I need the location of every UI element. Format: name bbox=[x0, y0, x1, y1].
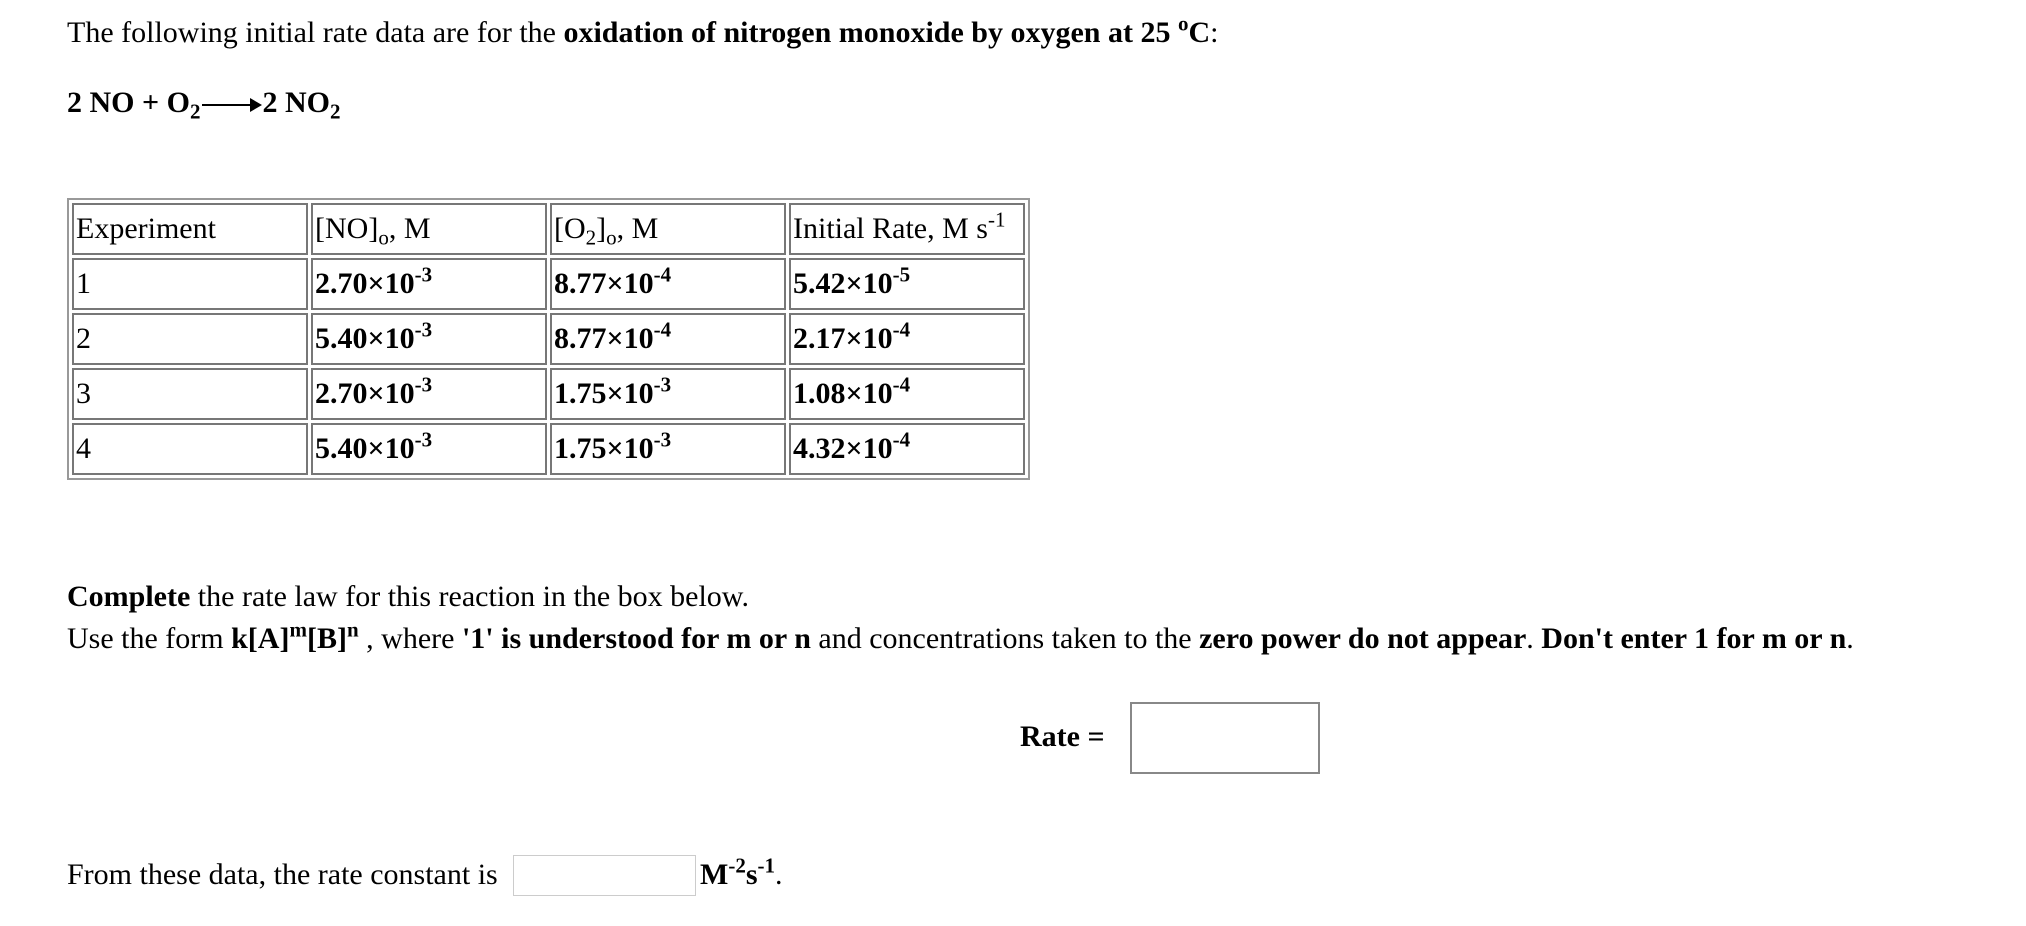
cell-o2: $1.75\times 10^{-3}$ bbox=[550, 423, 786, 475]
table-row bbox=[72, 313, 1025, 365]
rate-constant-input[interactable] bbox=[513, 855, 696, 896]
cell-rate: $4.32\times 10^{-4}$ bbox=[789, 423, 1025, 475]
table-header-row bbox=[72, 203, 1025, 255]
cell-o2: $1.75\times 10^{-3}$ bbox=[550, 368, 786, 420]
reaction-equation bbox=[67, 86, 341, 124]
cell-o2: $8.77\times 10^{-4}$ bbox=[550, 258, 786, 310]
header-experiment: Experiment bbox=[72, 203, 308, 255]
cell-experiment: 1 bbox=[72, 258, 308, 310]
cell-rate: $1.08\times 10^{-4}$ bbox=[789, 368, 1025, 420]
o2-subscript: 2 bbox=[189, 99, 201, 124]
header-o2-concentration: $[O_2]_o$, M bbox=[550, 203, 786, 255]
cell-rate: $2.17\times 10^{-4}$ bbox=[789, 313, 1025, 365]
degree-symbol: o bbox=[1177, 11, 1189, 36]
header-no-concentration: $[NO]_o$, M bbox=[311, 203, 547, 255]
cell-no: $2.70\times 10^{-3}$ bbox=[311, 258, 547, 310]
rate-data-table bbox=[67, 198, 1030, 480]
header-initial-rate: Initial Rate, M $s^{-1}$ bbox=[789, 203, 1025, 255]
cell-rate: $5.42\times 10^{-5}$ bbox=[789, 258, 1025, 310]
rate-label: Rate = bbox=[1020, 720, 1105, 753]
rate-constant-label: From these data, the rate constant is bbox=[67, 858, 498, 891]
table-row bbox=[72, 258, 1025, 310]
intro-text bbox=[67, 11, 1219, 50]
cell-experiment: 3 bbox=[72, 368, 308, 420]
equation-reactants: 2 NO + O bbox=[67, 86, 190, 119]
cell-no: $2.70\times 10^{-3}$ bbox=[311, 368, 547, 420]
cell-experiment: 2 bbox=[72, 313, 308, 365]
intro-colon: : bbox=[1210, 16, 1219, 49]
celsius-unit: C bbox=[1188, 16, 1211, 49]
cell-no: $5.40\times 10^{-3}$ bbox=[311, 313, 547, 365]
cell-no: $5.40\times 10^{-3}$ bbox=[311, 423, 547, 475]
table-row bbox=[72, 423, 1025, 475]
equation-product: 2 NO bbox=[262, 86, 330, 119]
table-row bbox=[72, 368, 1025, 420]
cell-o2: $8.77\times 10^{-4}$ bbox=[550, 313, 786, 365]
complete-instruction: Complete the rate law for this reaction in the box below. bbox=[67, 580, 750, 613]
rate-constant-units: $M^{-2}s^{-1}$. bbox=[700, 853, 783, 891]
form-instruction: Use the form $k[A]^m[B]^n$ , where '1' is understood for m or n and concentrations taken to the zero power do not appear. Don't enter 1 for m or n. bbox=[67, 617, 1854, 655]
rate-law-input[interactable] bbox=[1130, 702, 1320, 774]
cell-experiment: 4 bbox=[72, 423, 308, 475]
no2-subscript: 2 bbox=[329, 99, 341, 124]
intro-bold: oxidation of nitrogen monoxide by oxygen at 25 bbox=[563, 16, 1178, 49]
reaction-arrow-icon bbox=[202, 104, 260, 106]
intro-prefix: The following initial rate data are for the bbox=[67, 16, 564, 49]
